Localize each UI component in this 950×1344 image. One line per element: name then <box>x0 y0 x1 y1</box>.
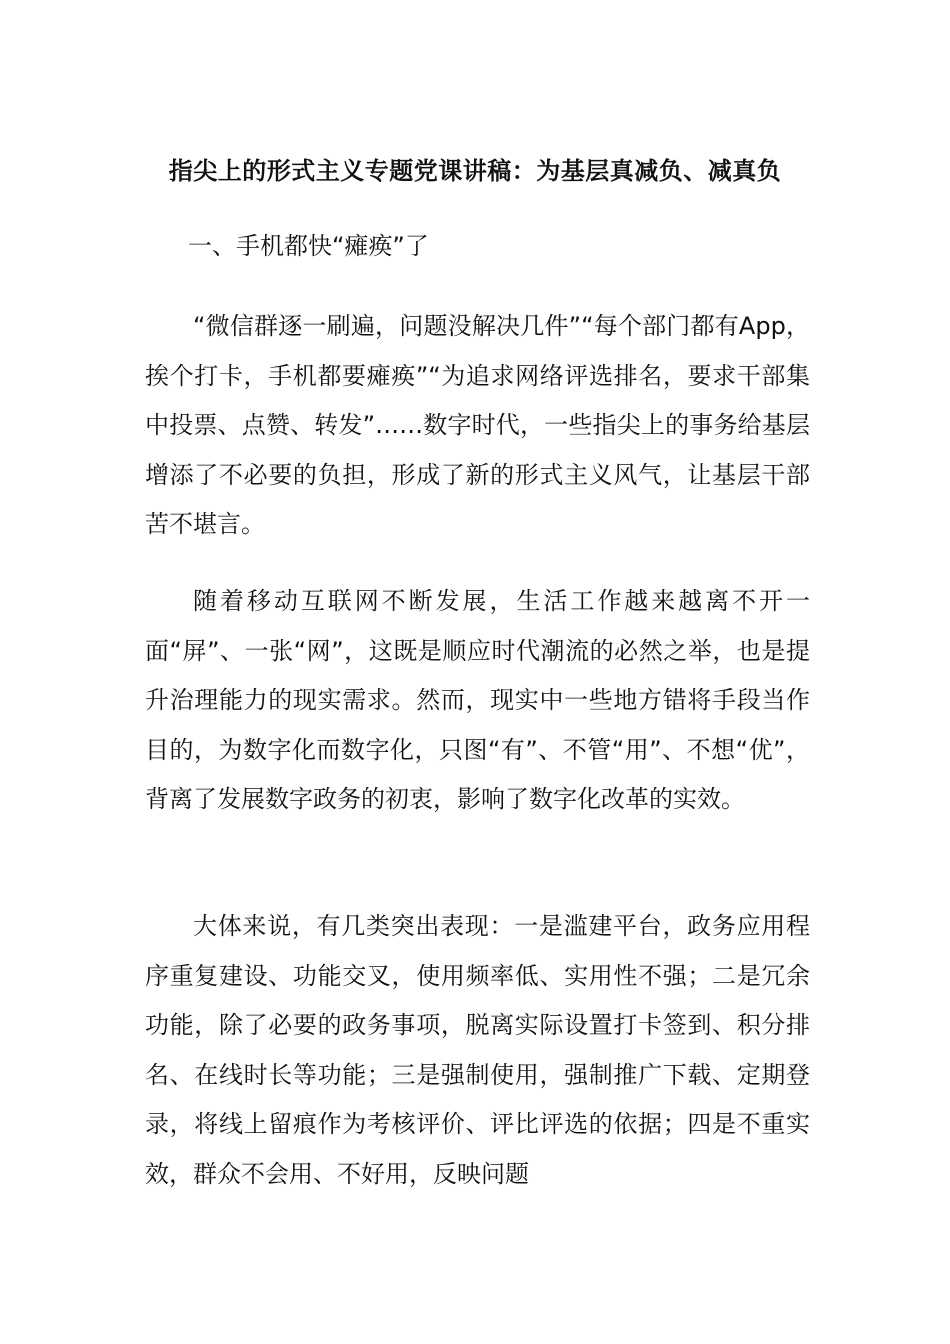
paragraph-1: “微信群逐一刷遍，问题没解决几件”“每个部门都有App，挨个打卡，手机都要瘫痪”“为追求网络评选排名，要求干部集中投票、点赞、转发”……数字时代，一些指尖上的事务给基层增添了不必要的负担，形成了新的形式主义风气，让基层干部苦不堪言。 <box>145 312 810 538</box>
paragraph-3: 大体来说，有几类突出表现：一是滥建平台，政务应用程序重复建设、功能交叉，使用频率低、实用性不强；二是冗余功能，除了必要的政务事项，脱离实际设置打卡签到、积分排名、在线时长等功能；三是强制使用，强制推广下载、定期登录，将线上留痕作为考核评价、评比评选的依据；四是不重实效，群众不会用、不好用，反映问题 <box>145 912 810 1188</box>
section-heading: 一、手机都快“瘫痪”了 <box>188 232 429 260</box>
document-title: 指尖上的形式主义专题党课讲稿：为基层真减负、减真负 <box>168 157 782 185</box>
paragraph-2: 随着移动互联网不断发展，生活工作越来越离不开一面“屏”、一张“网”，这既是顺应时代潮流的必然之举，也是提升治理能力的现实需求。然而，现实中一些地方错将手段当作目的，为数字化而数字化，只图“有”、不管“用”、不想“优”，背离了发展数字政务的初衷，影响了数字化改革的实效。 <box>145 587 810 813</box>
